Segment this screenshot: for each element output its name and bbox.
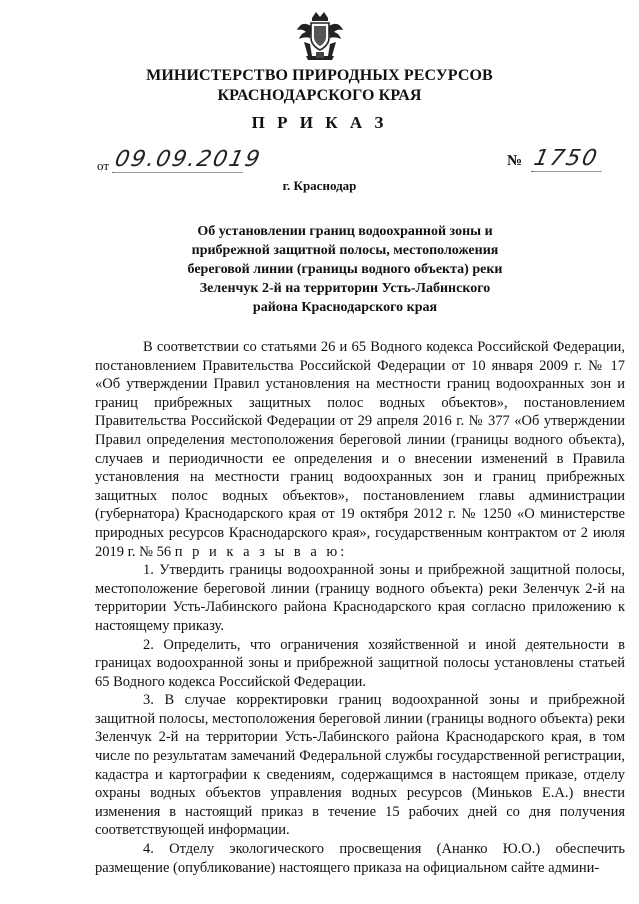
ministry-line-2: КРАСНОДАРСКОГО КРАЯ <box>217 87 422 104</box>
item-2: 2. Определить, что ограничения хозяйственной и иной деятельности в границах водоохранной зоны и прибрежной защитной полосы установлены статьей 65 Водного кодекса Российской Федерации. <box>95 636 625 690</box>
order-body <box>95 338 625 877</box>
city: г. Краснодар <box>282 178 357 193</box>
subject-line-5: района Краснодарского края <box>252 300 438 315</box>
subject-line-4: Зеленчук 2-й на территории Усть-Лабинского <box>199 281 491 296</box>
subject-line-2: прибрежной защитной полосы, местоположения <box>191 243 499 258</box>
ministry-line-1: МИНИСТЕРСТВО ПРИРОДНЫХ РЕСУРСОВ <box>146 67 493 84</box>
order-subject <box>150 222 540 317</box>
preamble-paragraph <box>95 338 625 561</box>
order-date: 09.09.2019 <box>112 147 264 172</box>
item-3: 3. В случае корректировки границ водоохранной зоны и прибрежной защитной полосы, местоположения береговой линии (границы водного объекта) реки Зеленчук 2-й на территории Усть-Лабинского района Краснодарского края, в том числе по результатам замечаний Федеральной службы государственной регистрации, кадастра и картографии к сведениям, содержащимся в настоящем приказе, отделу охраны водных объектов управления водных ресурсов (Миньков Е.А.) внести изменения в настоящий приказ в течение 15 рабочих дней со дня получения соответствующей информации. <box>95 692 625 839</box>
order-title: П Р И К А З <box>251 113 388 132</box>
coat-of-arms-icon <box>292 8 348 64</box>
item-1: 1. Утвердить границы водоохранной зоны и прибрежной защитной полосы, местоположение береговой линии (границу водного объекта) реки Зеленчук 2-й на территории Усть-Лабинского района Краснодарского края согласно приложению к настоящему приказу. <box>95 562 625 634</box>
order-word: п р и к а з ы в а ю: <box>174 543 348 560</box>
item-4: 4. Отделу экологического просвещения (Ананко Ю.О.) обеспечить размещение (опубликование) настоящего приказа на официальном сайте админи- <box>95 841 625 876</box>
subject-line-1: Об установлении границ водоохранной зоны и <box>197 224 493 239</box>
ministry-name <box>0 66 639 106</box>
order-number: 1750 <box>531 147 606 172</box>
subject-line-3: береговой линии (границы водного объекта) реки <box>187 262 503 277</box>
date-label: от <box>97 158 110 173</box>
preamble-text: В соответствии со статьями 26 и 65 Водного кодекса Российской Федерации, постановлением Правительства Российской Федерации от 10 января 2009 г. № 17 «Об утверждении Правил установления на местности границ водоохранных зон и границ прибрежных защитных полос водных объектов», постановлением Правительства Российской Федерации от 29 апреля 2016 г. № 377 «Об утверждении Правил определения местоположения береговой линии (границы водного объекта), случаев и периодичности ее определения и о внесении изменений в Правила установления на местности границ водоохранных зон и границ прибрежных защитных полос водных объектов», постановлением главы администрации (губернатора) Краснодарского края от 19 октября 2012 г. № 1250 «О министерстве природных ресурсов Краснодарского края», государственным контрактом от 2 июля 2019 г. № 56 <box>95 339 625 560</box>
number-label: № <box>507 153 523 169</box>
